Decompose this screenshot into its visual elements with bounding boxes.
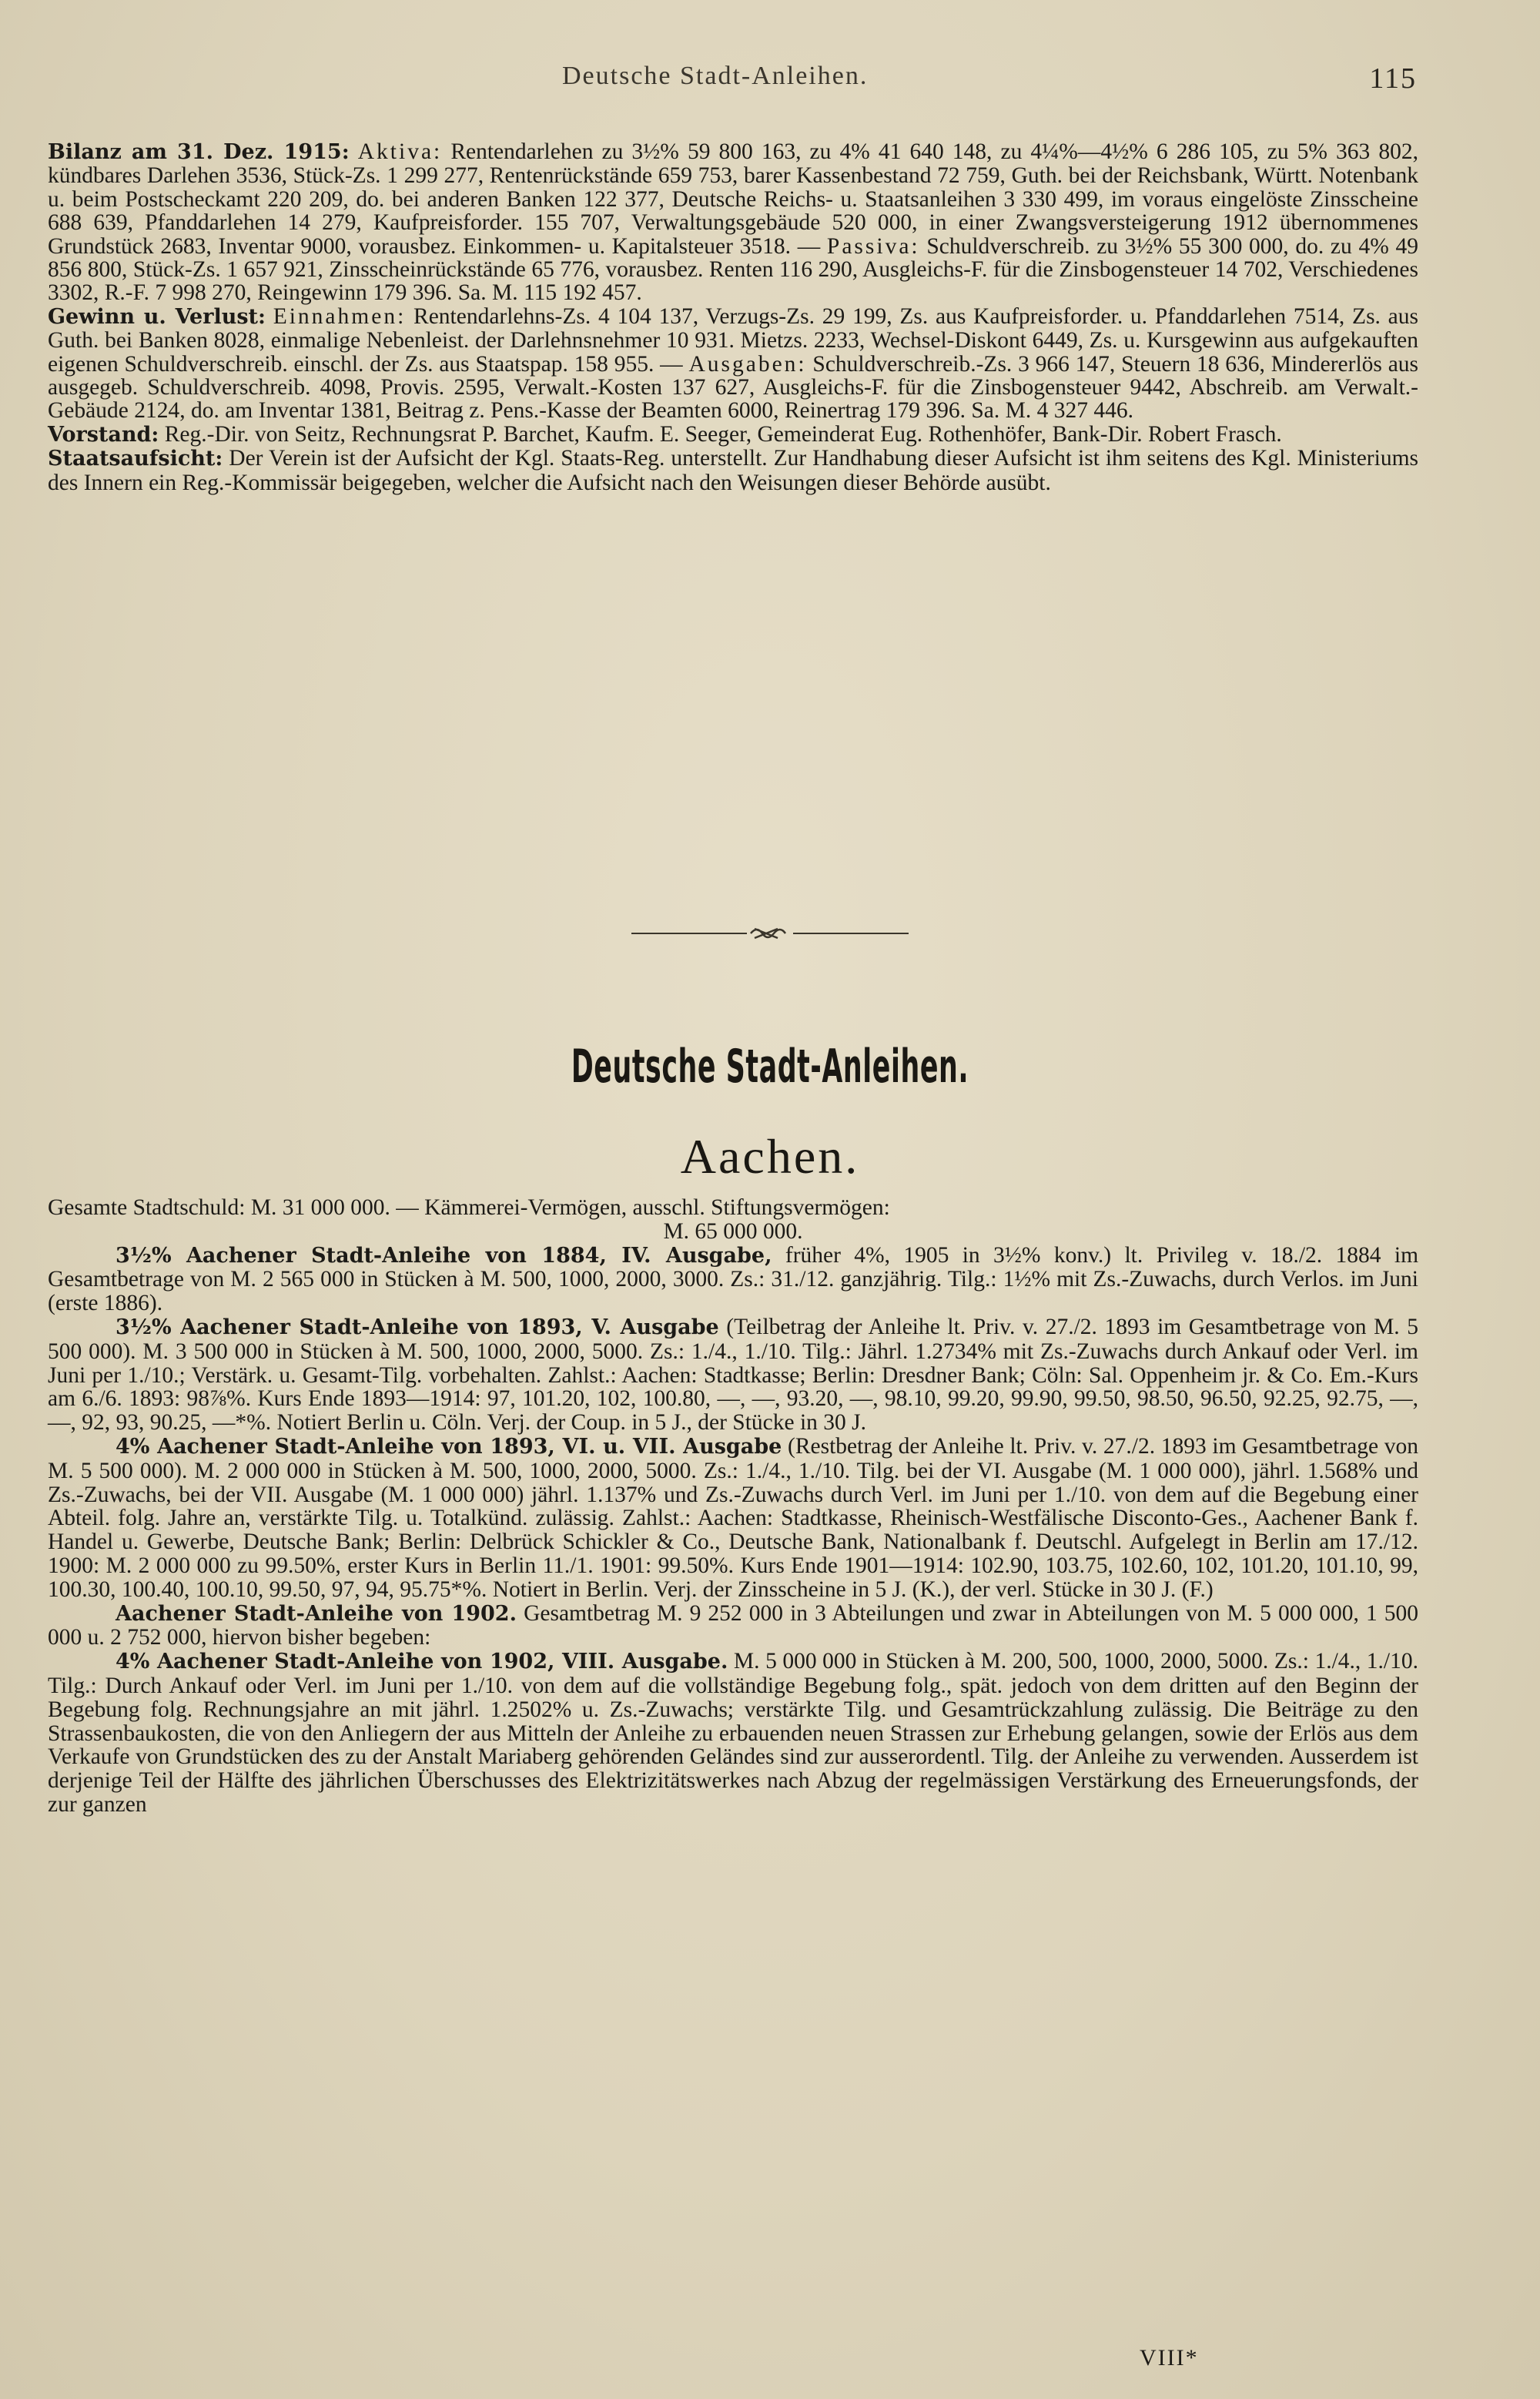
signature-mark: VIII* <box>1140 2345 1199 2371</box>
loan-1902-text: Gesamtbetrag M. 9 252 000 in 3 Abteilungen und zwar in Abteilungen von M. 5 000 000, 1 500 000 u. 2 752 000, hiervon bisher begeben: <box>48 1600 1419 1650</box>
city-title: Aachen. <box>680 1129 860 1184</box>
vorstand-text: Reg.-Dir. von Seitz, Rechnungsrat P. Barchet, Kaufm. E. Seeger, Gemeinderat Eug. Rothenhöfer, Bank-Dir. Robert Frasch. <box>164 421 1282 447</box>
loan-1902-viii-text: M. 5 000 000 in Stücken à M. 200, 500, 1000, 2000, 5000. Zs.: 1./4., 1./10. Tilg.: Durch Ankauf oder Verl. im Juni per 1./10. von dem auf die vollständige Begebung folg., spät. jedoch von dem dritten auf den Beginn der Begebung folg. Rechnungsjahre an mit jährl. 1.2502% u. Zs.-Zuwachs; verstärkte Tilg. und Gesamtrückzahlung zulässig. Die Beiträge zu den Strassenbaukosten, die von den Anliegern der aus Mitteln der Anleihe zu erbauenden neuen Strassen zur Erhebung gelangen, sowie der Erlös aus dem Verkaufe von Grundstücken des zu der Anstalt Mariaberg gehörenden Geländes sind zur ausserordentl. Tilg. der Anleihe zu verwenden. Ausserdem ist derjenige Teil der Hälfte des jährlichen Überschusses des Elektrizitätswerkes nach Abzug der regelmässigen Verstärkung des Erneuerungsfonds, der zur ganzen <box>48 1649 1418 1817</box>
loan-1893-vi-vii <box>48 1435 1418 1602</box>
loan-1884 <box>48 1244 1418 1315</box>
aachen-section <box>48 1196 1418 1817</box>
loan-1893-v-title: 3½% Aachener Stadt-Anleihe von 1893, V. Ausgabe <box>116 1315 719 1339</box>
running-title: Deutsche Stadt-Anleihen. <box>562 62 869 90</box>
aktiva-label: Aktiva: <box>357 139 443 164</box>
bilanz-label: Bilanz am 31. Dez. 1915: <box>48 140 350 164</box>
loan-1893-v <box>48 1315 1418 1435</box>
section-title: Deutsche Stadt-Anleihen. <box>571 1040 969 1094</box>
debt-line-2: M. 65 000 000. <box>663 1218 803 1244</box>
loan-1902-viii-title: 4% Aachener Stadt-Anleihe von 1902, VIII. Ausgabe. <box>116 1650 728 1674</box>
aktiva-text: Rentendarlehen zu 3½% 59 800 163, zu 4% 41 640 148, zu 4¼%—4½% 6 286 105, zu 5% 363 802, kündbares Darlehen 3536, Stück-Zs. 1 299 277, Rentenrückstände 659 753, barer Kassenbestand 72 759, Guth. bei der Reichsbank, Württ. Notenbank u. beim Postscheckamt 220 209, do. bei anderen Banken 122 377, Deutsche Reichs- u. Staatsanleihen 3 330 499, im voraus eingelöste Zinsscheine 688 639, Pfanddarlehen 14 279, Kaufpreisforder. 155 707, Verwaltungsgebäude 520 000, in einer Zwangsversteigerung 1912 übernommenes Grundstück 2683, Inventar 9000, vorausbez. Einkommen- u. Kapitalsteuer 3518. — <box>48 139 1418 259</box>
loan-1884-title: 3½% Aachener Stadt-Anleihe von 1884, IV. Ausgabe, <box>116 1243 772 1268</box>
loan-1902-viii <box>48 1650 1418 1817</box>
ornament-divider <box>631 918 909 949</box>
page-number: 115 <box>1369 62 1417 95</box>
loan-1902-title: Aachener Stadt-Anleihe von 1902. <box>116 1601 517 1626</box>
passiva-label: Passiva: <box>826 233 920 259</box>
loan-1884-text: früher 4%, 1905 in 3½% konv.) lt. Privileg v. 18./2. 1884 im Gesamtbetrage von M. 2 565 000 in Stücken à M. 500, 1000, 2000, 3000. Zs.: 31./12. ganzjährig. Tilg.: 1½% mit Zs.-Zuwachs, durch Verlos. im Juni (erste 1886). <box>48 1242 1419 1316</box>
einnahmen-label: Einnahmen: <box>273 303 407 329</box>
vorstand-paragraph <box>48 423 1418 447</box>
loan-1893-vi-vii-text: (Restbetrag der Anleihe lt. Priv. v. 27./2. 1893 im Gesamtbetrage von M. 5 500 000). M. 2 000 000 in Stücken à M. 500, 1000, 2000, 5000. Zs.: 1./4., 1./10. Tilg. bei der VI. Ausgabe (M. 1 000 000), jährl. 1.568% und Zs.-Zuwachs, bei der VII. Ausgabe (M. 1 000 000) jährl. 1.137% und Zs.-Zuwachs durch Verl. im Juni per 1./10. von dem auf die Begebung einer Abteil. folg. Jahre an, verstärkte Tilg. u. Totalkünd. zulässig. Zahlst.: Aachen: Stadtkasse, Rheinisch-Westfälische Disconto-Ges., Aachener Bank f. Handel u. Gewerbe, Deutsche Bank; Berlin: Delbrück Schickler & Co., Deutsche Bank, Nationalbank f. Deutschl. Aufgelegt in Berlin am 17./12. 1900: M. 2 000 000 zu 99.50%, erster Kurs in Berlin 11./1. 1901: 99.50%. Kurs Ende 1901—1914: 102.90, 103.75, 102.60, 102, 101.20, 101.10, 99, 100.30, 100.40, 100.10, 99.50, 97, 94, 95.75*%. Notiert in Berlin. Verj. der Zinsscheine in 5 J. (K.), der verl. Stücke in 30 J. (F.) <box>48 1433 1419 1602</box>
gewinn-paragraph <box>48 305 1418 423</box>
loan-1893-v-text: (Teilbetrag der Anleihe lt. Priv. v. 27./2. 1893 im Gesamtbetrage von M. 5 500 000). M. 3 500 000 in Stücken à M. 500, 1000, 2000, 5000. Zs.: 1./4., 1./10. Tilg.: Jährl. 1.2734% mit Zs.-Zuwachs durch Ankauf oder Verl. im Juni per 1./10.; Verstärk. u. Gesamt-Tilg. vorbehalten. Zahlst.: Aachen: Stadtkasse; Berlin: Dresdner Bank; Cöln: Sal. Oppenheim jr. & Co. Em.-Kurs am 6./6. 1893: 98⅞%. Kurs Ende 1893—1914: 97, 101.20, 102, 100.80, —, —, 93.20, —, 98.10, 99.20, 99.90, 99.50, 98.50, 96.50, 92.25, 92.75, —, —, 92, 93, 90.25, —*%. Notiert Berlin u. Cöln. Verj. der Coup. in 5 J., der Stücke in 30 J. <box>48 1314 1419 1436</box>
loan-1902 <box>48 1602 1418 1650</box>
aufsicht-text: Der Verein ist der Aufsicht der Kgl. Staats-Reg. unterstellt. Zur Handhabung dieser Aufsicht ist ihm seitens des Kgl. Ministeriums des Innern ein Reg.-Kommissär beigegeben, welcher die Aufsicht nach den Weisungen dieser Behörde ausübt. <box>48 446 1419 495</box>
ausgaben-text: Schuldverschreib.-Zs. 3 966 147, Steuern 18 636, Mindererlös aus ausgegeb. Schuldverschreib. 4098, Provis. 2595, Verwalt.-Kosten 137 627, Ausgleichs-F. für die Zinsbogensteuer 9442, Abschreib. am Verwalt.-Gebäude 2124, do. am Inventar 1381, Beitrag z. Pens.-Kasse der Beamten 6000, Reinertrag 179 396. Sa. M. 4 327 446. <box>48 351 1419 424</box>
vorstand-label: Vorstand: <box>48 422 159 447</box>
aufsicht-label: Staatsaufsicht: <box>48 447 223 471</box>
aufsicht-paragraph <box>48 447 1418 494</box>
loan-1893-vi-vii-title: 4% Aachener Stadt-Anleihe von 1893, VI. u. VII. Ausgabe <box>116 1434 782 1459</box>
company-report <box>48 140 1418 494</box>
debt-line: Gesamte Stadtschuld: M. 31 000 000. — Kämmerei-Vermögen, ausschl. Stiftungsvermögen: <box>48 1195 890 1220</box>
running-head <box>0 62 1540 108</box>
passiva-text: Schuldverschreib. zu 3½% 55 300 000, do. zu 4% 49 856 800, Stück-Zs. 1 657 921, Zinsscheinrückstände 65 776, vorausbez. Renten 116 290, Ausgleichs-F. für die Zinsbogensteuer 14 702, Verschiedenes 3302, R.-F. 7 998 270, Reingewinn 179 396. Sa. M. 115 192 457. <box>48 233 1418 306</box>
ausgaben-label: Ausgaben: <box>688 351 807 377</box>
einnahmen-text: Rentendarlehns-Zs. 4 104 137, Verzugs-Zs. 29 199, Zs. aus Kaufpreisforder. u. Pfanddarlehen 7514, Zs. aus Guth. bei Banken 8028, einmalige Nebenleist. der Darlehnsnehmer 10 931. Mietzs. 2233, Wechsel-Diskont 6449, Zs. u. Kursgewinn aus aufgekauften eigenen Schuldverschreib. einschl. der Zs. aus Staatspap. 158 955. — <box>48 303 1418 377</box>
gewinn-label: Gewinn u. Verlust: <box>48 304 266 329</box>
bilanz-paragraph <box>48 140 1418 305</box>
